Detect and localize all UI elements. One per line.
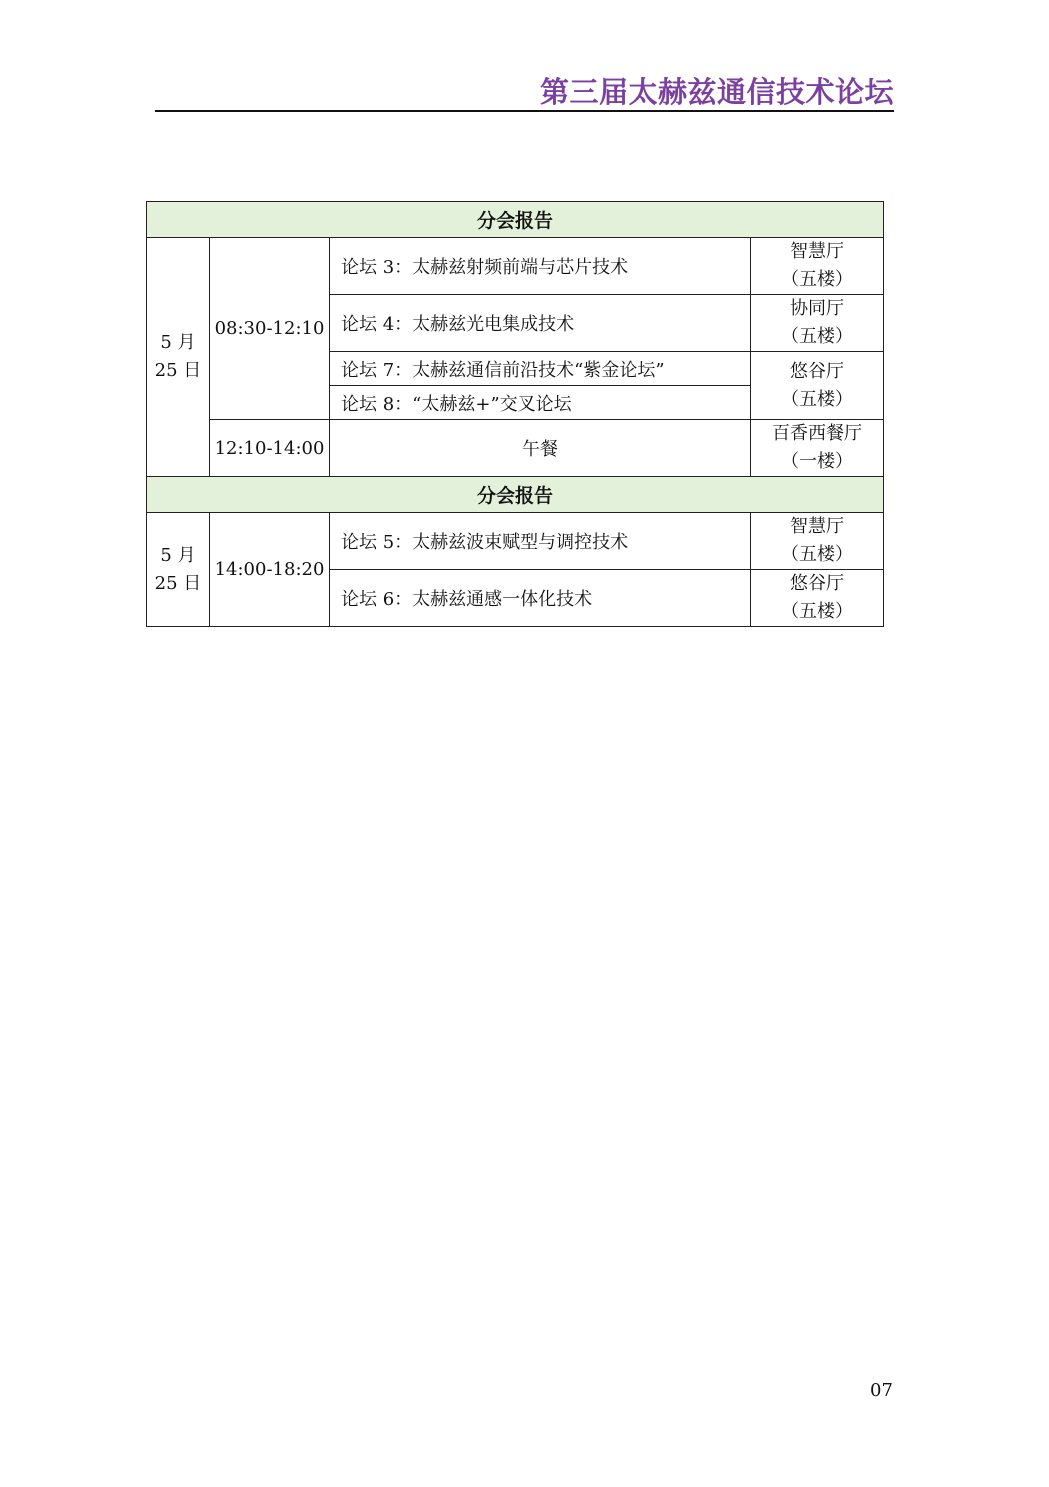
- venue-cell: [751, 570, 884, 627]
- venue-name: 百香西餐厅: [772, 423, 862, 444]
- time-cell: 14:00-18:20: [210, 513, 330, 627]
- venue-floor: （五楼）: [781, 269, 853, 290]
- venue-name: 悠谷厅: [790, 573, 844, 594]
- venue-floor: （一楼）: [781, 451, 853, 472]
- topic-cell: 论坛 7：太赫兹通信前沿技术“紫金论坛”: [330, 352, 751, 386]
- venue-name: 智慧厅: [790, 516, 844, 537]
- topic-cell: 午餐: [330, 420, 751, 477]
- venue-floor: （五楼）: [781, 388, 853, 410]
- section-header: 分会报告: [147, 202, 884, 238]
- date-month: 5 月: [160, 332, 196, 353]
- venue-cell: [751, 513, 884, 570]
- venue-cell: [751, 295, 884, 352]
- venue-cell: [751, 420, 884, 477]
- topic-cell: 论坛 8：“太赫兹+”交叉论坛: [330, 386, 751, 420]
- venue-cell: [751, 352, 884, 420]
- topic-cell: 论坛 6：太赫兹通感一体化技术: [330, 570, 751, 627]
- date-cell: [147, 238, 210, 477]
- date-month: 5 月: [160, 544, 196, 566]
- schedule-table: [146, 201, 884, 627]
- section-header: 分会报告: [147, 477, 884, 513]
- topic-cell: 论坛 5：太赫兹波束赋型与调控技术: [330, 513, 751, 570]
- time-cell: 08:30-12:10: [210, 238, 330, 420]
- page-header: [155, 60, 894, 112]
- time-cell: 12:10-14:00: [210, 420, 330, 477]
- venue-name: 智慧厅: [790, 241, 844, 262]
- venue-cell: [751, 238, 884, 295]
- topic-cell: 论坛 3：太赫兹射频前端与芯片技术: [330, 238, 751, 295]
- venue-name: 协同厅: [790, 298, 844, 319]
- topic-cell: 论坛 4：太赫兹光电集成技术: [330, 295, 751, 352]
- date-day: 25 日: [154, 572, 202, 594]
- date-day: 25 日: [154, 360, 202, 381]
- date-cell: [147, 513, 210, 627]
- venue-floor: （五楼）: [781, 326, 853, 347]
- forum-title: 第三届太赫兹通信技术论坛: [539, 75, 894, 109]
- venue-floor: （五楼）: [781, 544, 853, 565]
- venue-name: 悠谷厅: [790, 360, 844, 382]
- page-number: 07: [870, 1380, 893, 1401]
- venue-floor: （五楼）: [781, 601, 853, 622]
